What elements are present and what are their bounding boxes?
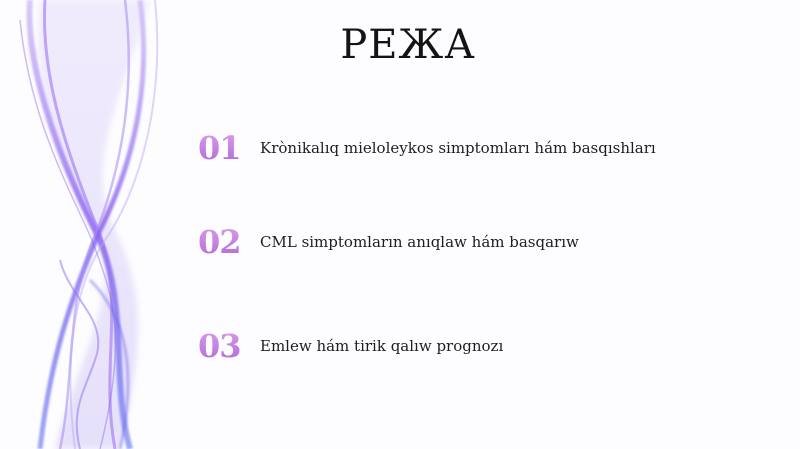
- agenda-item-3: [198, 321, 503, 371]
- slide-title: РЕЖА: [340, 22, 476, 68]
- agenda-text: Emlew hám tirik qalıw prognozı: [260, 337, 504, 355]
- agenda-text: CML simptomların anıqlaw hám basqarıw: [260, 233, 579, 251]
- agenda-number: 01: [198, 132, 258, 164]
- agenda-item-1: [198, 123, 656, 173]
- agenda-number: 03: [198, 330, 258, 362]
- agenda-text: Krònikalıq mieloleykos simptomları hám basqıshları: [260, 139, 656, 157]
- agenda-item-2: [198, 217, 579, 267]
- agenda-number: 02: [198, 226, 258, 258]
